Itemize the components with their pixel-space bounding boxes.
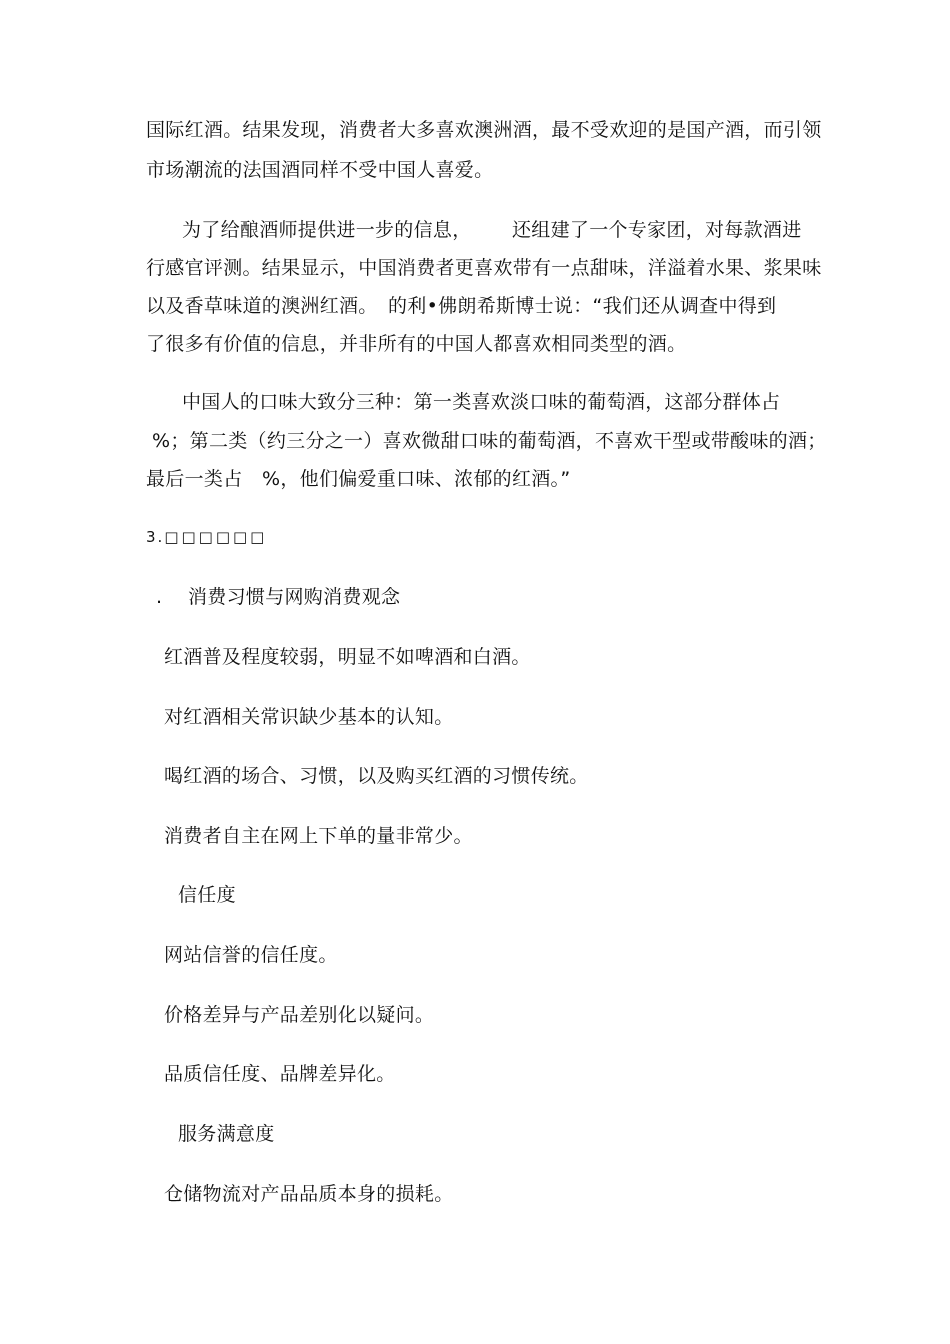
sub1-marker: . bbox=[156, 586, 163, 608]
paragraph3-line1: 中国人的口味大致分三种：第一类喜欢淡口味的葡萄酒，这部分群体占 bbox=[182, 391, 781, 413]
sub1-item: 红酒普及程度较弱，明显不如啤酒和白酒。 bbox=[164, 646, 531, 668]
paragraph2-line3a: 以及香草味道的澳洲红酒。 bbox=[146, 295, 378, 317]
paragraph1-line1: 国际红酒。结果发现，消费者大多喜欢澳洲酒，最不受欢迎的是国产酒，而引领 bbox=[146, 119, 822, 141]
section-heading bbox=[146, 527, 267, 547]
sub3-item: 仓储物流对产品品质本身的损耗。 bbox=[164, 1183, 454, 1205]
sub2-title: 信任度 bbox=[178, 884, 236, 906]
sub1-item: 对红酒相关常识缺少基本的认知。 bbox=[164, 706, 454, 728]
paragraph2-line2: 行感官评测。结果显示，中国消费者更喜欢带有一点甜味，洋溢着水果、浆果味 bbox=[146, 257, 822, 279]
paragraph3-line3b: %，他们偏爱重口味、浓郁的红酒。” bbox=[262, 468, 571, 490]
sub1-title: 消费习惯与网购消费观念 bbox=[188, 586, 401, 608]
sub2-item: 品质信任度、品牌差异化。 bbox=[164, 1063, 396, 1085]
sub1-item: 喝红酒的场合、习惯，以及购买红酒的习惯传统。 bbox=[164, 765, 589, 787]
paragraph2-line1a: 为了给酿酒师提供进一步的信息， bbox=[182, 219, 472, 241]
paragraph2-line3b: 的利•佛朗希斯博士说：“我们还从调查中得到 bbox=[388, 295, 777, 317]
paragraph3-line2: %；第二类（约三分之一）喜欢微甜口味的葡萄酒，不喜欢干型或带酸味的酒； bbox=[152, 430, 827, 452]
sub1-item: 消费者自主在网上下单的量非常少。 bbox=[164, 825, 473, 847]
sub2-item: 网站信誉的信任度。 bbox=[164, 944, 338, 966]
sub3-title: 服务满意度 bbox=[178, 1123, 275, 1145]
paragraph3-line3a: 最后一类占 bbox=[146, 468, 243, 490]
paragraph1-line2: 市场潮流的法国酒同样不受中国人喜爱。 bbox=[146, 159, 494, 181]
section-title-placeholder: □□□□□□ bbox=[164, 528, 268, 546]
paragraph2-line1b: 还组建了一个专家团，对每款酒进 bbox=[512, 219, 802, 241]
section-number: 3. bbox=[146, 528, 165, 546]
paragraph2-line4: 了很多有价值的信息，并非所有的中国人都喜欢相同类型的酒。 bbox=[146, 333, 687, 355]
sub2-item: 价格差异与产品差别化以疑问。 bbox=[164, 1004, 435, 1026]
